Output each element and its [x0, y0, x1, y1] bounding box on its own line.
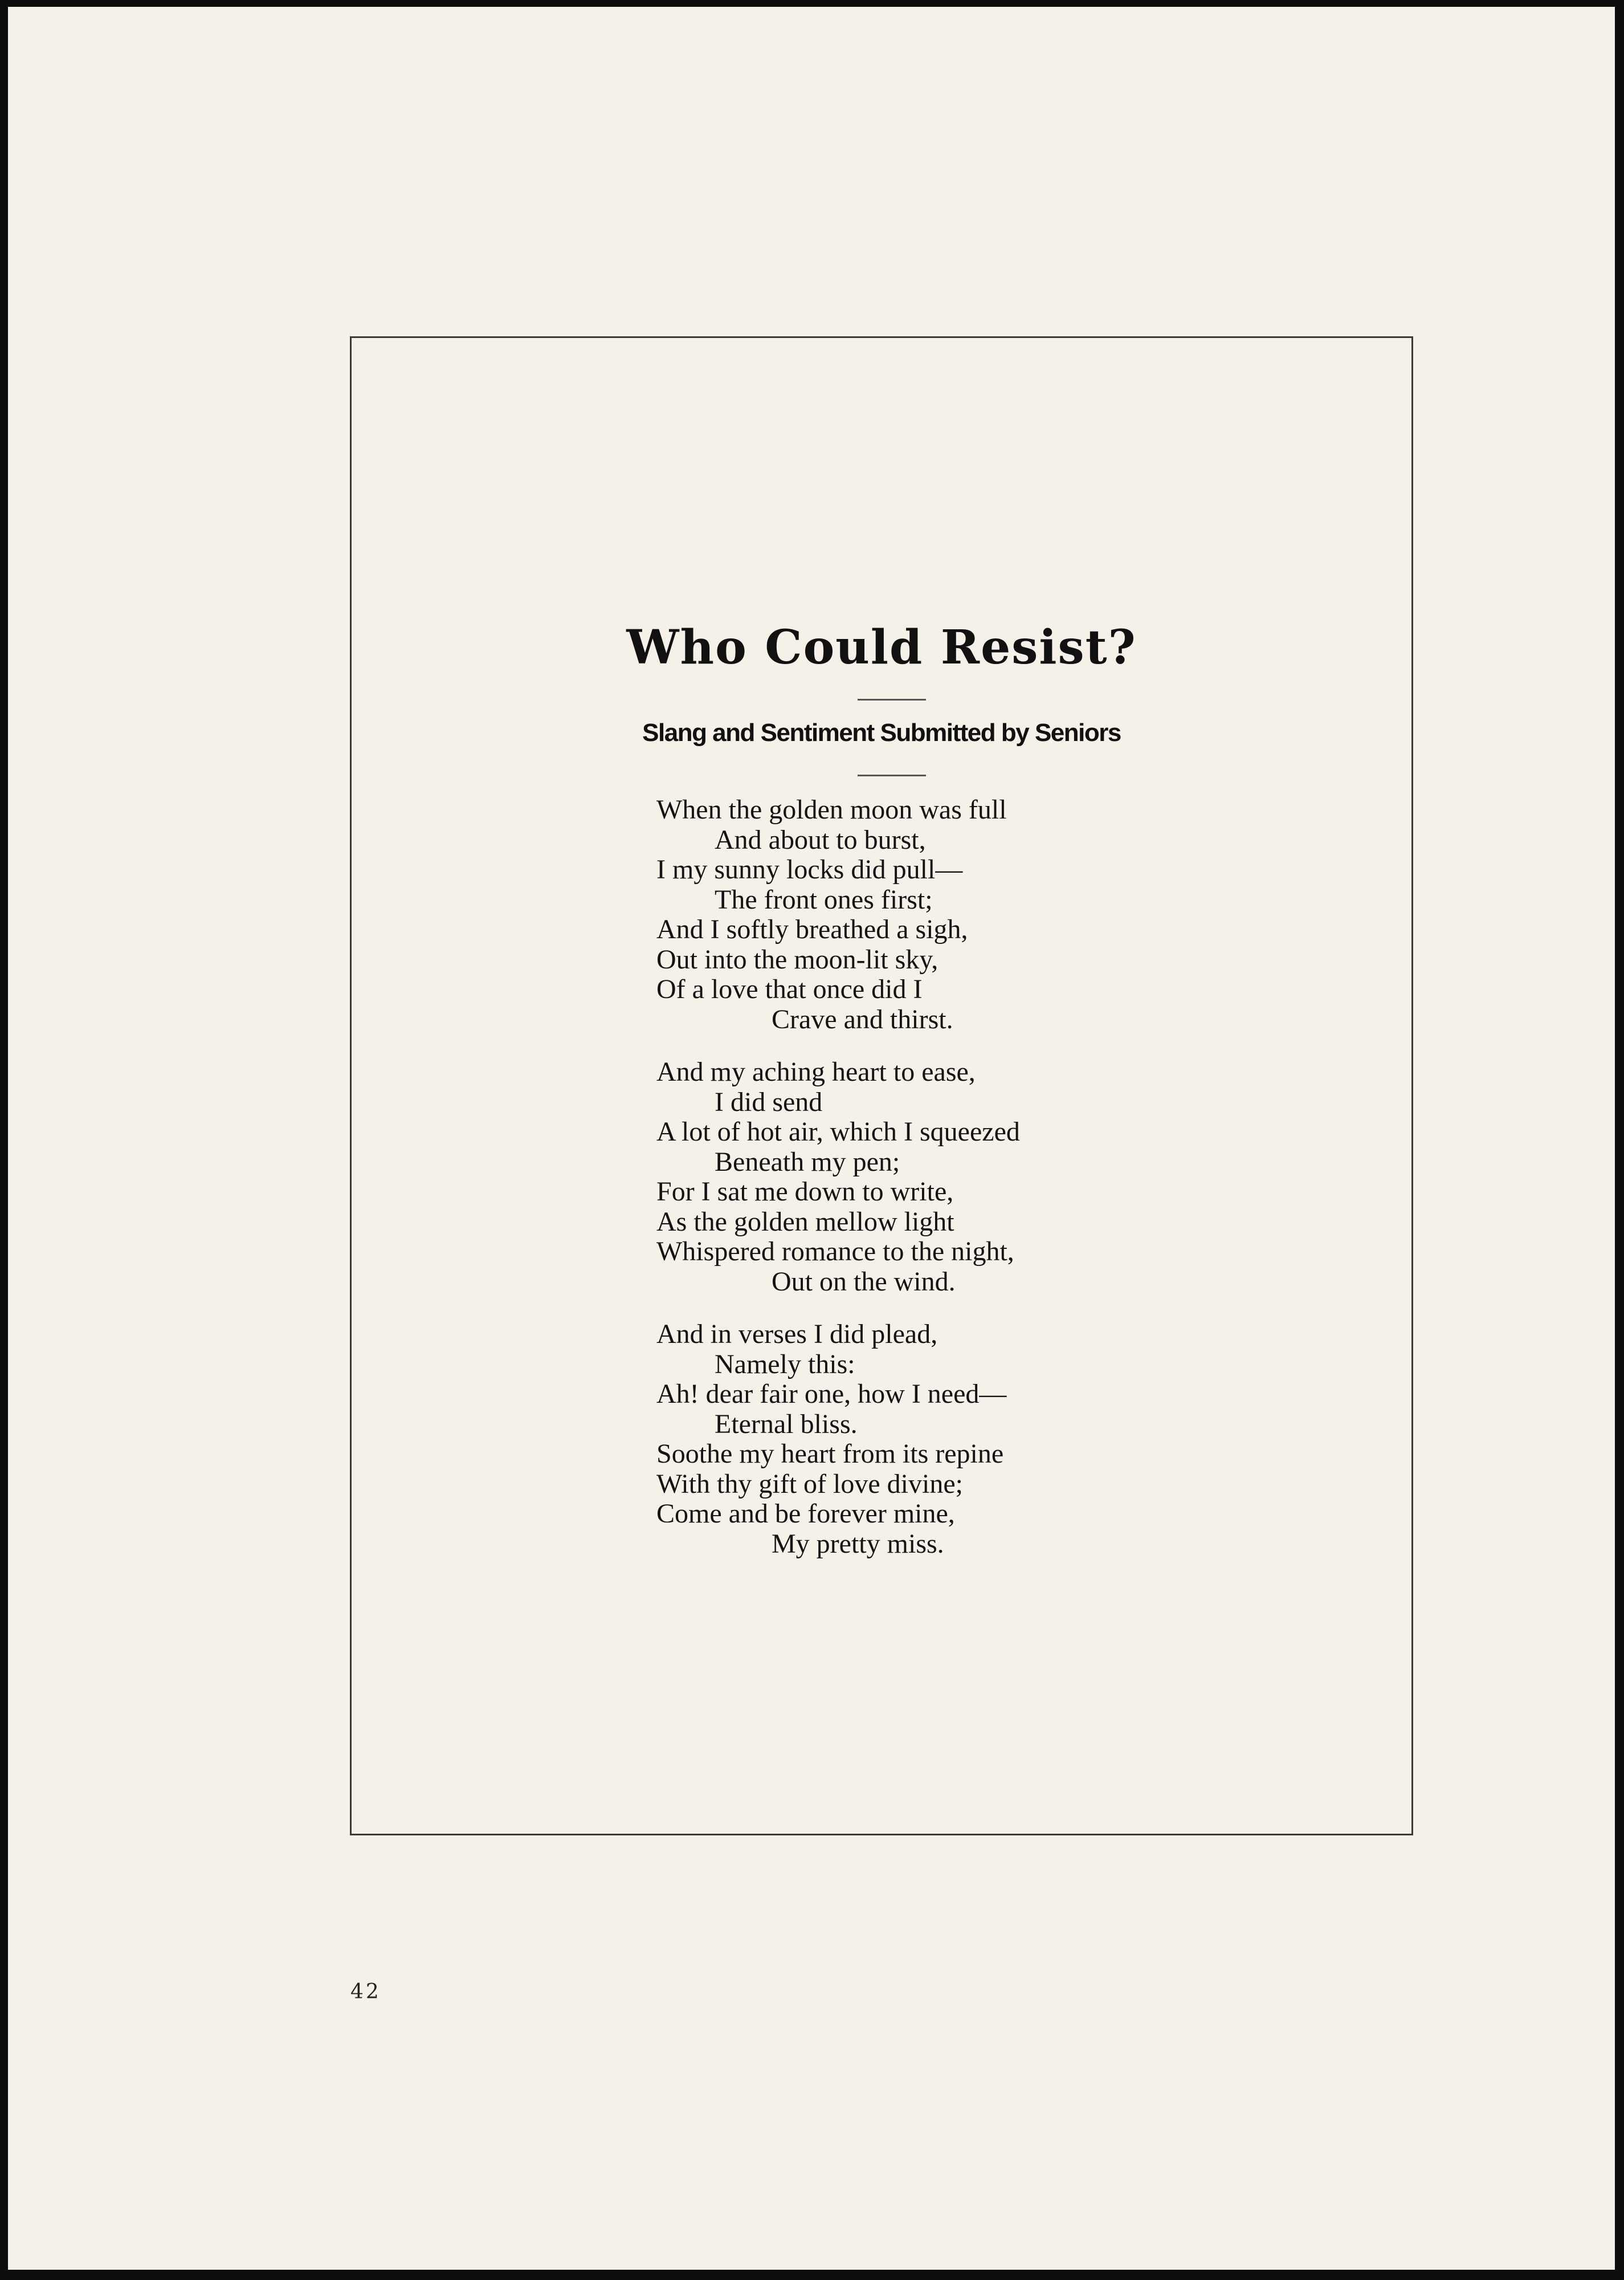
- stanza: [656, 1057, 1169, 1297]
- title-divider: [858, 699, 926, 701]
- poem-line: Whispered romance to the night,: [656, 1236, 1014, 1267]
- poem-line: With thy gift of love divine;: [656, 1468, 963, 1499]
- poem-line: Soothe my heart from its repine: [656, 1439, 1004, 1469]
- poem-title: Who Could Resist?: [626, 620, 1137, 675]
- poem-line: And about to burst,: [715, 824, 926, 855]
- poem-line: I did send: [715, 1086, 823, 1117]
- poem-line: Crave and thirst.: [772, 1004, 953, 1035]
- poem-line: As the golden mellow light: [656, 1206, 954, 1237]
- poem-line: Out on the wind.: [772, 1266, 956, 1297]
- content-frame: [350, 336, 1413, 1835]
- poem-line: The front ones first;: [715, 884, 933, 915]
- poem-line: When the golden moon was full: [656, 795, 1007, 825]
- stanza: [656, 1320, 1169, 1559]
- poem-line: Out into the moon-lit sky,: [656, 944, 939, 975]
- poem-line: Eternal bliss.: [715, 1408, 858, 1439]
- poem-line: And I softly breathed a sigh,: [656, 914, 968, 944]
- poem-line: Come and be forever mine,: [656, 1499, 955, 1529]
- stanza: [656, 795, 1169, 1035]
- poem-line: And in verses I did plead,: [656, 1319, 938, 1349]
- poem-line: Ah! dear fair one, how I need—: [656, 1379, 1007, 1409]
- page-number: 42: [350, 1980, 381, 2004]
- poem-line: My pretty miss.: [772, 1528, 944, 1559]
- poem-line: Namely this:: [715, 1349, 855, 1379]
- poem-body: [656, 795, 1169, 1582]
- subtitle-divider: [858, 775, 926, 776]
- poem-subtitle: Slang and Sentiment Submitted by Seniors: [642, 719, 1121, 747]
- page: [8, 7, 1615, 2270]
- poem-line: And my aching heart to ease,: [656, 1057, 976, 1087]
- poem-line: Of a love that once did I: [656, 974, 923, 1004]
- poem-line: For I sat me down to write,: [656, 1176, 954, 1207]
- poem-line: Beneath my pen;: [715, 1146, 900, 1177]
- poem-line: A lot of hot air, which I squeezed: [656, 1117, 1020, 1147]
- poem-line: I my sunny locks did pull—: [656, 854, 963, 885]
- poem-content: [352, 338, 1411, 1834]
